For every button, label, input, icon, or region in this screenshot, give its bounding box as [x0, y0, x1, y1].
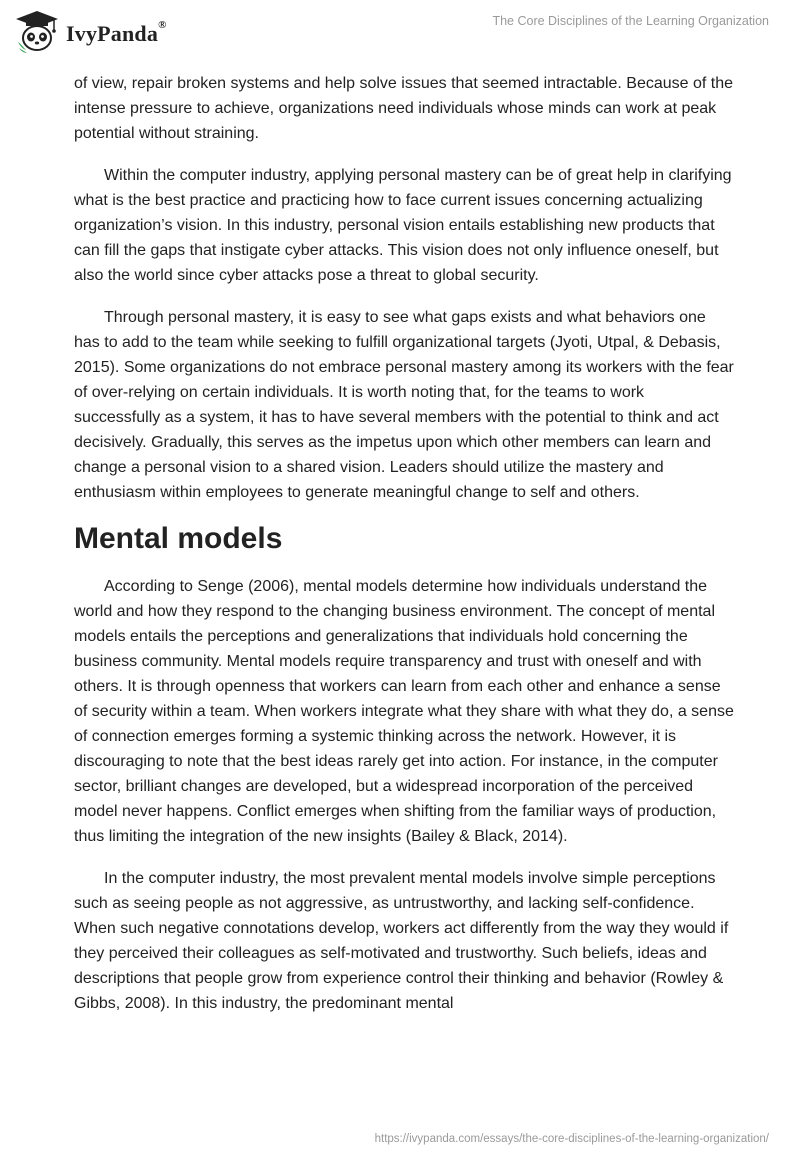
panda-mascot-icon [14, 10, 60, 54]
brand-name: IvyPanda® [66, 19, 167, 46]
source-url[interactable]: https://ivypanda.com/essays/the-core-disciplines-of-the-learning-organization/ [374, 1133, 769, 1145]
ivypanda-logo[interactable] [14, 10, 167, 54]
section-heading: Mental models [74, 522, 283, 555]
paragraph: In the computer industry, the most prevalent mental models involve simple perceptions such as seeing people as not aggressive, as untrustworthy, and lacking self-confidence. When such negative connotations develop, workers act differently from the way they would if they perceived their colleagues as self-motivated and trustworthy. Such beliefs, ideas and descriptions that people grow from experience control their thinking and behavior (Rowley & Gibbs, 2008). In this industry, the predominant mental [74, 870, 729, 1012]
page-header [0, 0, 800, 70]
paragraph: Through personal mastery, it is easy to see what gaps exists and what behaviors one has to add to the team while seeking to fulfill organizational targets (Jyoti, Utpal, & Debasis, 2015). Some organizations do not embrace personal mastery among its workers with the fear of over-relying on certain individuals. It is worth noting that, for the teams to work successfully as a system, it has to have several members with the potential to think and act decisively. Gradually, this serves as the impetus upon which other members can learn and change a personal vision to a shared vision. Leaders should utilize the mastery and enthusiasm within employees to generate meaningful change to self and others. [74, 309, 734, 501]
paragraph: According to Senge (2006), mental models determine how individuals understand the world and how they respond to the changing business environment. The concept of mental models entails the perceptions and generalizations that individuals hold concerning the business community. Mental models require transparency and trust with oneself and with others. It is through openness that workers can learn from each other and enhance a sense of security within a team. When workers integrate what they share with what they do, a sense of connection emerges forming a systemic thinking across the network. However, it is discouraging to note that the best ideas rarely get into action. For instance, in the computer sector, brilliant changes are developed, but a widespread incorporation of the perceived model never happens. Conflict emerges when shifting from the familiar ways of production, thus limiting the integration of the new insights (Bailey & Black, 2014). [74, 578, 734, 845]
document-title: The Core Disciplines of the Learning Organization [492, 14, 769, 28]
essay-body [74, 71, 734, 1033]
paragraph: Within the computer industry, applying personal mastery can be of great help in clarifying what is the best practice and practicing how to face current issues concerning actualizing organization’s vision. In this industry, personal vision entails establishing new products that can fill the gaps that instigate cyber attacks. This vision does not only influence oneself, but also the world since cyber attacks pose a threat to global security. [74, 167, 732, 284]
paragraph: of view, repair broken systems and help solve issues that seemed intractable. Because of the intense pressure to achieve, organizations need individuals whose minds can work at peak potential without straining. [74, 75, 734, 142]
